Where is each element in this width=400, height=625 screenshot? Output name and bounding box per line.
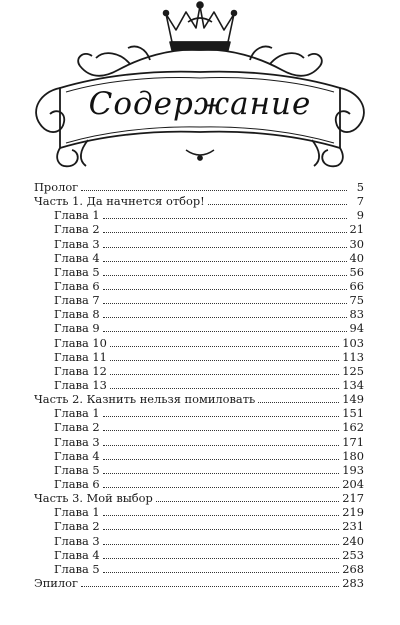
toc-entry-label: Часть 1. Да начнется отбор!: [34, 194, 205, 209]
dot-leader: [103, 322, 347, 332]
dot-leader: [103, 266, 347, 276]
dot-leader: [81, 577, 339, 587]
table-of-contents: [34, 180, 364, 590]
toc-entry-page-number: 204: [342, 476, 364, 491]
dot-leader: [103, 563, 340, 573]
toc-entry-label: Глава 11: [54, 349, 107, 364]
toc-entry-page-number: 66: [349, 278, 364, 293]
toc-entry-page-number: 56: [349, 264, 364, 279]
dot-leader: [103, 535, 340, 545]
toc-entry-label: Глава 5: [54, 561, 100, 576]
dot-leader: [103, 506, 340, 516]
toc-entry-label: Глава 2: [54, 420, 100, 435]
toc-part-entry: [34, 392, 364, 406]
toc-chapter-entry: [34, 265, 364, 279]
page-title: Содержание: [88, 86, 312, 122]
dot-leader: [103, 478, 340, 488]
dot-leader: [103, 421, 340, 431]
dot-leader: [103, 209, 347, 219]
toc-entry-label: Часть 2. Казнить нельзя помиловать: [34, 392, 256, 407]
toc-entry-page-number: 9: [356, 208, 364, 223]
dot-leader: [103, 549, 340, 559]
toc-chapter-entry: [34, 208, 364, 222]
toc-entry-page-number: 193: [342, 462, 364, 477]
toc-chapter-entry: [34, 378, 364, 392]
toc-entry-page-number: 283: [342, 575, 364, 590]
toc-entry-label: Глава 4: [54, 448, 100, 463]
toc-chapter-entry: [34, 251, 364, 265]
toc-entry-label: Глава 4: [54, 547, 100, 562]
toc-entry-label: Эпилог: [34, 575, 78, 590]
toc-chapter-entry: [34, 307, 364, 321]
toc-entry-label: Глава 3: [54, 434, 100, 449]
dot-leader: [110, 365, 339, 375]
toc-entry-page-number: 30: [349, 236, 364, 251]
toc-chapter-entry: [34, 279, 364, 293]
toc-entry-page-number: 83: [349, 307, 364, 322]
toc-chapter-entry: [34, 562, 364, 576]
toc-entry-page-number: 40: [349, 250, 364, 265]
toc-chapter-entry: [34, 505, 364, 519]
toc-chapter-entry: [34, 350, 364, 364]
toc-chapter-entry: [34, 321, 364, 335]
toc-entry-page-number: 240: [342, 533, 364, 548]
toc-entry-label: Глава 1: [54, 208, 100, 223]
dot-leader: [103, 436, 340, 446]
dot-leader: [81, 181, 347, 191]
toc-entry-page-number: 219: [342, 505, 364, 520]
toc-entry-page-number: 162: [342, 420, 364, 435]
toc-entry-label: Глава 5: [54, 462, 100, 477]
toc-chapter-entry: [34, 406, 364, 420]
toc-entry-page-number: 217: [342, 491, 364, 506]
toc-entry-label: Глава 8: [54, 307, 100, 322]
toc-chapter-entry: [34, 477, 364, 491]
dot-leader: [103, 223, 347, 233]
toc-chapter-entry: [34, 519, 364, 533]
toc-entry-page-number: 113: [342, 349, 364, 364]
dot-leader: [110, 351, 339, 361]
toc-entry-page-number: 7: [356, 194, 364, 209]
toc-chapter-entry: [34, 548, 364, 562]
toc-chapter-entry: [34, 420, 364, 434]
toc-entry-label: Глава 6: [54, 476, 100, 491]
dot-leader: [156, 492, 339, 502]
dot-leader: [103, 520, 340, 530]
dot-leader: [103, 308, 347, 318]
toc-entry-page-number: 75: [349, 293, 364, 308]
toc-entry-page-number: 103: [342, 335, 364, 350]
toc-part-entry: [34, 194, 364, 208]
toc-entry-label: Глава 3: [54, 533, 100, 548]
dot-leader: [103, 238, 347, 248]
toc-entry-label: Глава 2: [54, 519, 100, 534]
toc-entry-label: Глава 2: [54, 222, 100, 237]
dot-leader: [103, 450, 340, 460]
toc-entry-label: Глава 5: [54, 264, 100, 279]
toc-entry-label: Глава 10: [54, 335, 107, 350]
toc-entry-label: Глава 1: [54, 505, 100, 520]
toc-entry-page-number: 231: [342, 519, 364, 534]
toc-chapter-entry: [34, 293, 364, 307]
toc-entry-page-number: 151: [342, 406, 364, 421]
dot-leader: [103, 252, 347, 262]
toc-entry-label: Глава 9: [54, 321, 100, 336]
toc-part-entry: [34, 180, 364, 194]
toc-entry-label: Глава 13: [54, 377, 107, 392]
toc-chapter-entry: [34, 237, 364, 251]
dot-leader: [103, 407, 340, 417]
toc-entry-page-number: 21: [349, 222, 364, 237]
toc-entry-label: Глава 12: [54, 363, 107, 378]
toc-entry-label: Глава 6: [54, 278, 100, 293]
toc-chapter-entry: [34, 336, 364, 350]
dot-leader: [103, 280, 347, 290]
toc-part-entry: [34, 491, 364, 505]
toc-entry-page-number: 94: [349, 321, 364, 336]
toc-chapter-entry: [34, 222, 364, 236]
toc-chapter-entry: [34, 534, 364, 548]
dot-leader: [110, 337, 339, 347]
toc-entry-label: Глава 4: [54, 250, 100, 265]
dot-leader: [258, 393, 339, 403]
toc-entry-page-number: 268: [342, 561, 364, 576]
toc-entry-page-number: 5: [356, 180, 364, 194]
toc-chapter-entry: [34, 364, 364, 378]
toc-chapter-entry: [34, 463, 364, 477]
toc-entry-label: Пролог: [34, 180, 79, 194]
toc-chapter-entry: [34, 435, 364, 449]
dot-leader: [208, 195, 347, 205]
toc-entry-page-number: 171: [342, 434, 364, 449]
toc-entry-label: Глава 1: [54, 406, 100, 421]
crown-icon: [164, 2, 237, 50]
dot-leader: [103, 294, 347, 304]
toc-entry-page-number: 125: [342, 363, 364, 378]
toc-part-entry: [34, 576, 364, 590]
toc-entry-page-number: 149: [342, 392, 364, 407]
toc-entry-label: Часть 3. Мой выбор: [34, 491, 153, 506]
toc-entry-label: Глава 3: [54, 236, 100, 251]
toc-chapter-entry: [34, 449, 364, 463]
toc-entry-page-number: 180: [342, 448, 364, 463]
toc-entry-page-number: 253: [342, 547, 364, 562]
dot-leader: [110, 379, 339, 389]
dot-leader: [103, 464, 340, 474]
toc-entry-page-number: 134: [342, 377, 364, 392]
toc-entry-label: Глава 7: [54, 293, 100, 308]
